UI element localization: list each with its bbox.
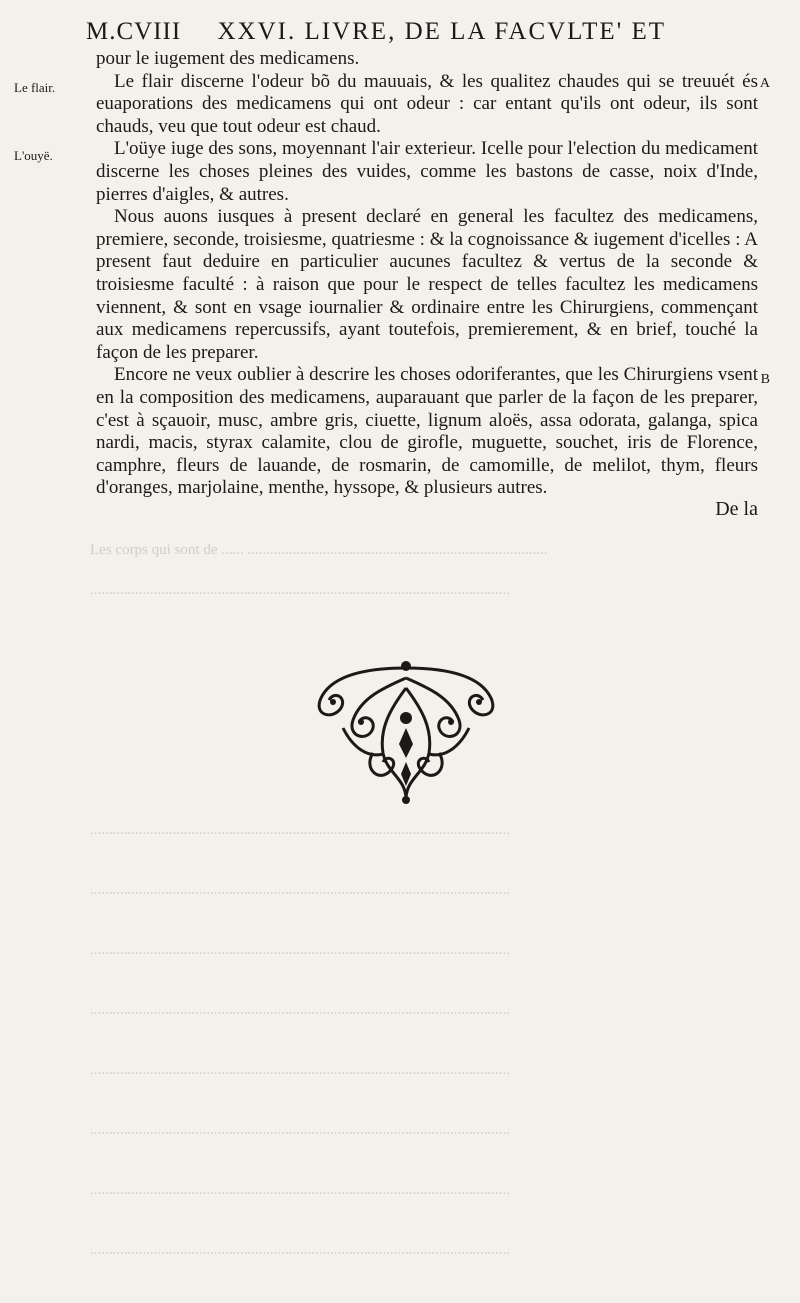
body-text bbox=[96, 48, 758, 500]
bleed-through-text: ................................................................................................................ bbox=[90, 1062, 510, 1078]
bleed-through-text: ................................................................................................................ bbox=[90, 822, 510, 838]
catchword: De la bbox=[715, 498, 758, 520]
paragraph: Le flair discerne l'odeur bõ du mauuais, & les qualitez chaudes qui se treuuét és euaporations des medicamens qui ont odeur : car entant qu'ils ont odeur, ils sont chauds, veu que tout odeur est chaud. bbox=[96, 70, 758, 137]
running-head bbox=[86, 18, 666, 46]
paragraph: pour le iugement des medicamens. bbox=[96, 48, 360, 69]
bleed-through-text: ................................................................................................................ bbox=[90, 1182, 510, 1198]
bleed-through-text: ................................................................................................................ bbox=[90, 582, 510, 598]
bleed-through-text: ................................................................................................................ bbox=[90, 882, 510, 898]
paragraph: Nous auons iusques à present declaré en general les facultez des medicamens, premiere, seconde, troisiesme, quatriesme : & la cognoissance & iugement d'icelles : A present faut deduire en particulier aucunes facultez & vertus de la seconde & troisiesme faculté : à raison que pour le respect de telles facultez les medicamens viennent, & sont en vsage iournalier & ordinaire entre les Chirurgiens, commençant aux medicamens repercussifs, ayant toutefois, premierement, & en brief, touché la façon de les preparer. bbox=[96, 206, 758, 363]
bleed-through-text: ................................................................................................................ bbox=[90, 1002, 510, 1018]
bleed-through-text: ................................................................................................................ bbox=[90, 942, 510, 958]
bleed-through-text: ................................................................................................................ bbox=[90, 1242, 510, 1258]
fleuron-ornament bbox=[313, 658, 499, 808]
folio-number: M.CVIII bbox=[86, 18, 182, 45]
bleed-through-text: ................................................................................................................ bbox=[90, 1122, 510, 1138]
bleed-through-text: Les corps qui sont de ...... ................................................................................ bbox=[90, 542, 548, 558]
running-title: XXVI. LIVRE, DE LA FACVLTE' ET bbox=[217, 18, 666, 45]
side-letter-b: B bbox=[760, 372, 770, 387]
side-letter-a: A bbox=[759, 76, 770, 91]
paragraph: Encore ne veux oublier à descrire les choses odoriferantes, que les Chirurgiens vsent en la composition des medicamens, auparauant que parler de la façon de les preparer, c'est à sçauoir, musc, ambre gris, ciuette, lignum aloës, assa odorata, galanga, spica nardi, macis, styrax calamite, clou de girofle, muguette, souchet, iris de Florence, camphre, fleurs de lauande, de rosmarin, de camomille, de melilot, thym, fleurs d'oranges, marjolaine, menthe, hyssope, & plusieurs autres. bbox=[96, 364, 758, 499]
paragraph: L'oüye iuge des sons, moyennant l'air exterieur. Icelle pour l'election du medicament discerne les choses pleines des vuides, comme les bastons de casse, noix d'Inde, pierres d'aigles, & autres. bbox=[96, 138, 758, 205]
margin-note-flair: Le flair. bbox=[14, 80, 56, 95]
margin-note-ouye: L'ouyë. bbox=[14, 148, 53, 163]
